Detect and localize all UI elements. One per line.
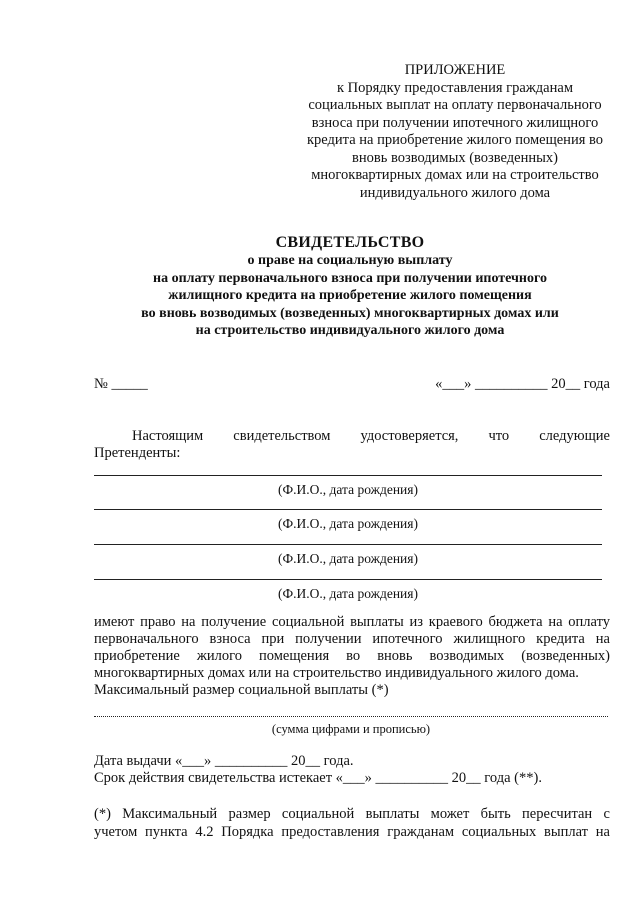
certificate-title <box>60 233 640 340</box>
dotted-line <box>94 716 608 717</box>
appendix-heading: ПРИЛОЖЕНИЕ <box>404 62 506 78</box>
appendix-line: многоквартирных домах или на строительство <box>311 167 599 183</box>
word: вновь <box>377 648 413 664</box>
word: гражданам <box>387 823 455 840</box>
applicant-caption: (Ф.И.О., дата рождения) <box>278 551 418 566</box>
word: жилого <box>196 648 242 664</box>
word: Порядка <box>221 823 274 840</box>
intro-line <box>94 428 610 445</box>
intro-word: Настоящим <box>132 428 204 444</box>
word: с <box>603 806 610 822</box>
word: взноса <box>209 631 251 647</box>
word: получение <box>201 614 267 630</box>
word: учетом <box>94 823 138 840</box>
intro-word: следующие <box>539 428 610 444</box>
sum-field[interactable] <box>94 716 608 737</box>
word: выплаты <box>365 806 420 822</box>
issue-date-field[interactable]: Дата выдачи «___» __________ 20__ года. <box>94 753 354 769</box>
title-line: о праве на социальную выплату <box>247 253 453 268</box>
word: предоставления <box>281 823 380 840</box>
title-line: жилищного кредита на приобретение жилого помещения <box>168 288 532 303</box>
intro-word: что <box>488 428 510 444</box>
certificate-number-field[interactable]: № _____ <box>94 376 148 392</box>
issue-block <box>94 753 610 787</box>
max-payment-label: Максимальный размер социальной выплаты (*) <box>94 682 389 698</box>
word: на <box>181 614 196 630</box>
word: приобретение <box>94 648 180 664</box>
word: социальных <box>461 823 537 840</box>
intro-paragraph <box>94 428 610 462</box>
appendix-line: кредита на приобретение жилого помещения во <box>307 132 603 148</box>
word: ипотечного <box>372 631 443 647</box>
word: оплату <box>568 614 610 630</box>
word: жилищного <box>453 631 526 647</box>
appendix-header <box>290 62 620 202</box>
title-line: на оплату первоначального взноса при получении ипотечного <box>153 270 547 286</box>
applicant-field-3[interactable] <box>94 544 602 567</box>
word: первоначального <box>94 631 199 647</box>
word: получении <box>295 631 362 647</box>
word: краевого <box>428 614 483 630</box>
word: при <box>261 631 285 647</box>
word: на <box>595 823 610 840</box>
word: быть <box>480 806 511 822</box>
intro-line: Претенденты: <box>94 445 181 461</box>
applicant-field-4[interactable] <box>94 579 602 602</box>
applicant-field-1[interactable] <box>94 475 602 498</box>
word: пересчитан <box>522 806 593 822</box>
word: во <box>346 648 361 664</box>
word: возводимых <box>429 648 505 664</box>
applicant-caption: (Ф.И.О., дата рождения) <box>278 482 418 497</box>
signature-line <box>94 579 602 580</box>
paragraph-line <box>94 614 610 631</box>
certificate-date-field[interactable]: «___» __________ 20__ года <box>435 376 610 392</box>
word: на <box>548 614 563 630</box>
word: (*) <box>94 806 111 822</box>
signature-line <box>94 475 602 476</box>
appendix-line: вновь возводимых (возведенных) <box>352 149 558 166</box>
appendix-line: индивидуального жилого дома <box>359 184 551 201</box>
word: выплаты <box>350 614 404 630</box>
word: бюджета <box>488 614 543 630</box>
signature-line <box>94 509 602 510</box>
paragraph-line: многоквартирных домах или на строительство индивидуального жилого дома. <box>94 665 579 681</box>
signature-line <box>94 544 602 545</box>
word: имеют <box>94 614 135 630</box>
appendix-line: взноса при получении ипотечного жилищного <box>311 114 599 131</box>
paragraph-line <box>94 631 610 648</box>
sum-caption: (сумма цифрами и прописью) <box>271 722 431 736</box>
intro-word: удостоверяется, <box>360 428 459 444</box>
word: помещения <box>258 648 330 664</box>
word: социальной <box>281 806 355 822</box>
word: выплат <box>544 823 588 840</box>
footnote-line <box>94 824 610 842</box>
footnote-line <box>94 806 610 824</box>
word: пункта <box>145 823 188 840</box>
footnote <box>94 806 610 841</box>
paragraph-line <box>94 648 610 665</box>
word: Максимальный <box>122 806 218 822</box>
appendix-line: к Порядку предоставления гражданам <box>336 79 573 96</box>
validity-field[interactable]: Срок действия свидетельства истекает «___» __________ 20__ года (**). <box>94 770 542 786</box>
word: социальной <box>271 614 345 630</box>
applicant-caption: (Ф.И.О., дата рождения) <box>278 586 418 601</box>
title-line: на строительство индивидуального жилого дома <box>195 323 505 338</box>
word: размер <box>228 806 271 822</box>
word: может <box>430 806 470 822</box>
word: на <box>595 631 610 647</box>
word: из <box>409 614 424 630</box>
word: (возведенных) <box>521 648 610 664</box>
intro-word: свидетельством <box>233 428 331 444</box>
title-line: во вновь возводимых (возведенных) многоквартирных домах или <box>141 305 559 321</box>
appendix-line: социальных выплат на оплату первоначального <box>308 97 602 113</box>
word: право <box>140 614 176 630</box>
word: кредита <box>536 631 585 647</box>
applicant-field-2[interactable] <box>94 509 602 532</box>
applicant-caption: (Ф.И.О., дата рождения) <box>278 516 418 531</box>
title-main: СВИДЕТЕЛЬСТВО <box>275 234 425 251</box>
word: 4.2 <box>195 823 214 840</box>
entitlement-paragraph <box>94 614 610 699</box>
